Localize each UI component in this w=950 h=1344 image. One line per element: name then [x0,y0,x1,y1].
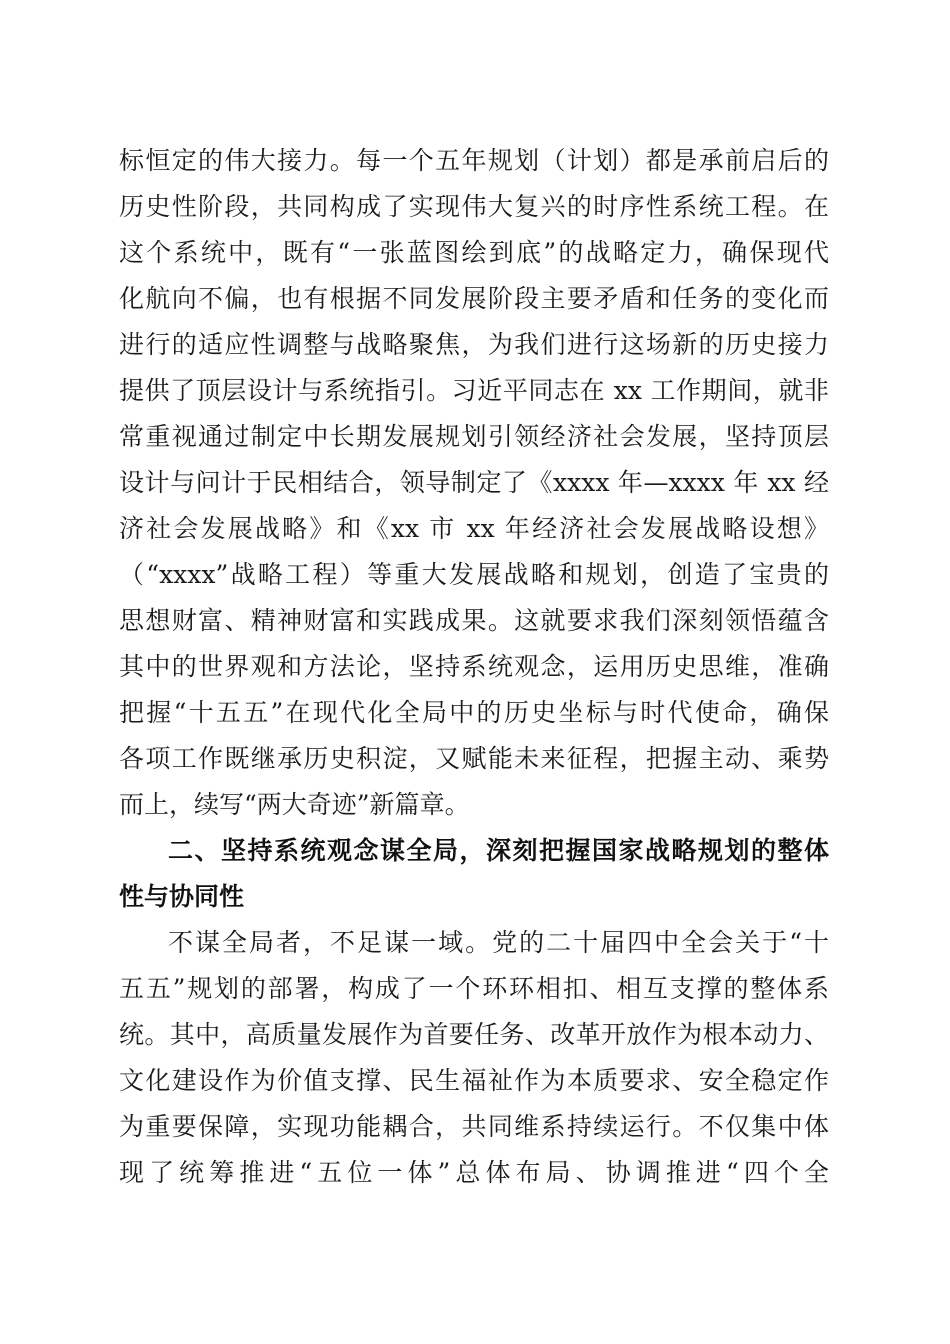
text-line: 进行的适应性调整与战略聚焦，为我们进行这场新的历史接力 [119,330,829,359]
text-line: 思想财富、精神财富和实践成果。这就要求我们深刻领悟蕴含 [119,606,829,635]
text-line: 济社会发展战略》和《xx 市 xx 年经济社会发展战略设想》 [119,514,829,543]
text-line: 这个系统中，既有“一张蓝图绘到底”的战略定力，确保现代 [119,238,829,267]
text-line: 五五”规划的部署，构成了一个环环相扣、相互支撑的整体系 [119,974,829,1003]
text-line: 不谋全局者，不足谋一域。党的二十届四中全会关于“十 [168,928,829,957]
text-line: 把握“十五五”在现代化全局中的历史坐标与时代使命，确保 [119,698,829,727]
text-line: 标恒定的伟大接力。每一个五年规划（计划）都是承前启后的 [119,146,829,175]
text-line: 为重要保障，实现功能耦合，共同维系持续运行。不仅集中体 [119,1112,829,1141]
text-line: 各项工作既继承历史积淀，又赋能未来征程，把握主动、乘势 [119,744,829,773]
heading-line: 二、坚持系统观念谋全局，深刻把握国家战略规划的整体 [168,836,829,865]
text-line: 历史性阶段，共同构成了实现伟大复兴的时序性系统工程。在 [119,192,829,221]
text-line: 常重视通过制定中长期发展规划引领经济社会发展，坚持顶层 [119,422,829,451]
text-line: 其中的世界观和方法论，坚持系统观念，运用历史思维，准确 [119,652,829,681]
text-line: 设计与问计于民相结合，领导制定了《xxxx 年—xxxx 年 xx 经 [119,468,829,497]
text-line: （“xxxx”战略工程）等重大发展战略和规划，创造了宝贵的 [119,560,829,589]
text-line: 文化建设作为价值支撑、民生福祉作为本质要求、安全稳定作 [119,1066,829,1095]
text-line: 提供了顶层设计与系统指引。习近平同志在 xx 工作期间，就非 [119,376,829,405]
text-line: 化航向不偏，也有根据不同发展阶段主要矛盾和任务的变化而 [119,284,829,313]
text-line: 现了统筹推进“五位一体”总体布局、协调推进“四个全 [119,1158,829,1187]
text-line: 统。其中，高质量发展作为首要任务、改革开放作为根本动力、 [119,1020,829,1049]
text-line: 而上，续写“两大奇迹”新篇章。 [119,790,470,819]
heading-line: 性与协同性 [119,882,245,911]
